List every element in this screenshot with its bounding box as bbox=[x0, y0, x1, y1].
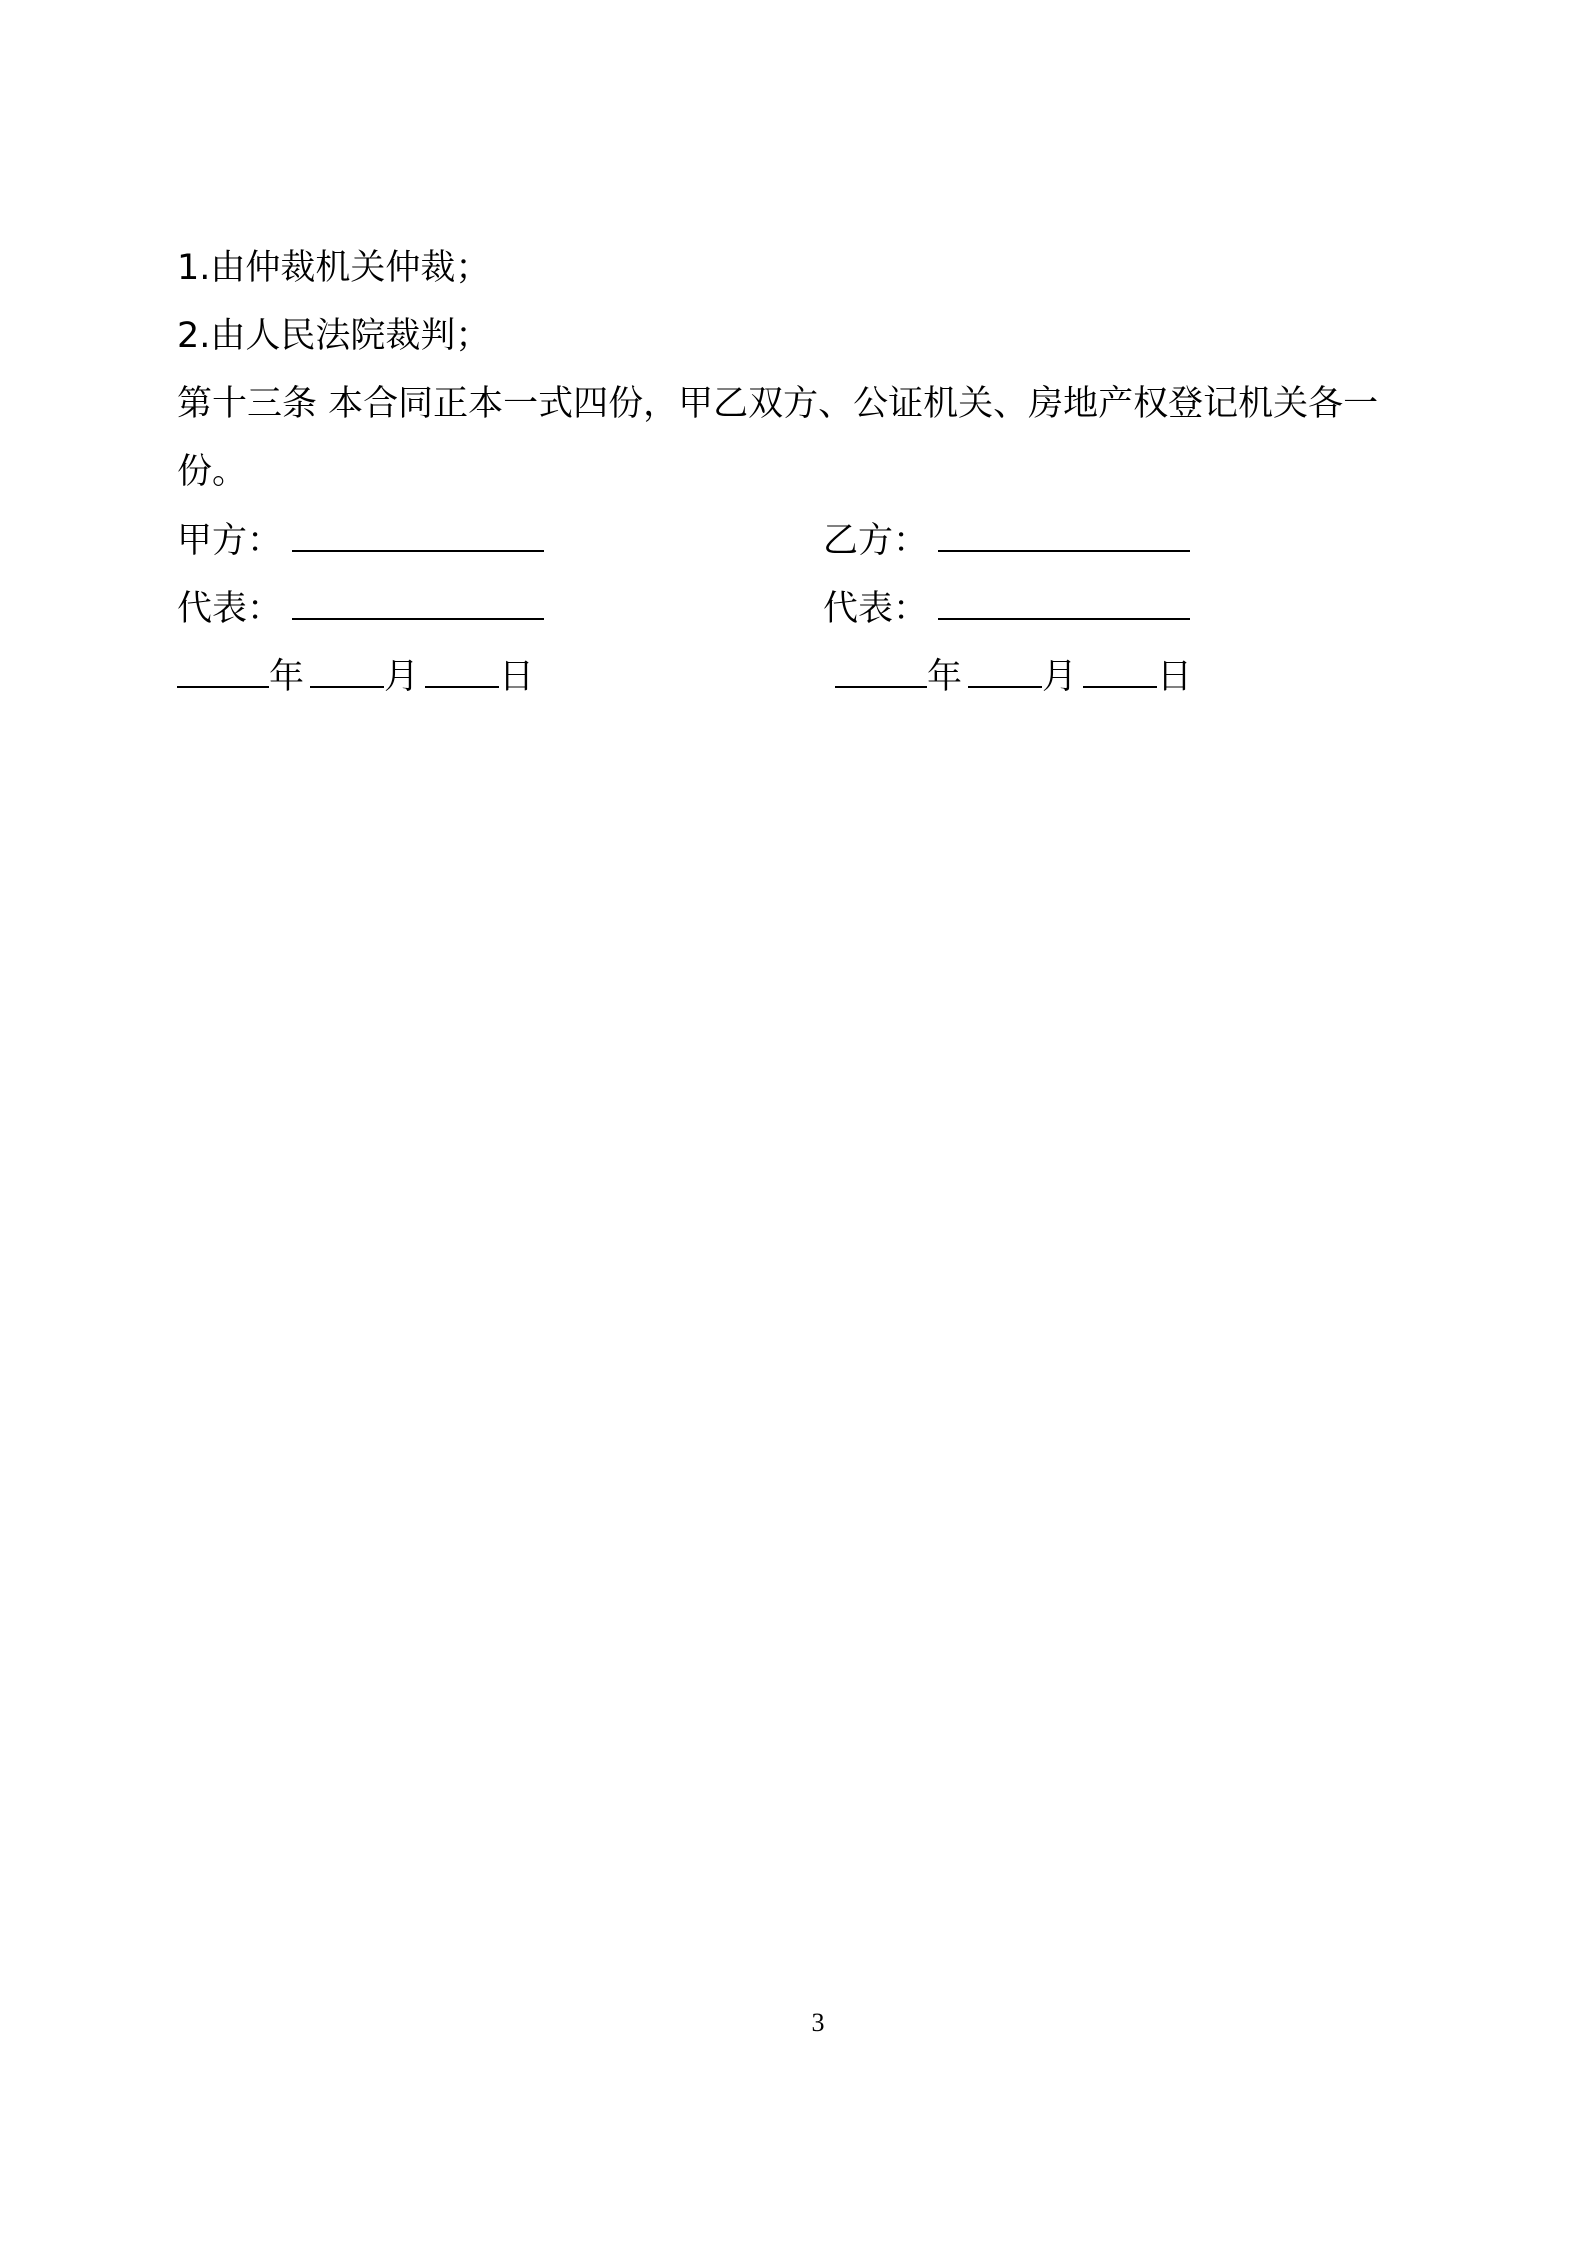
rep-b-label: 代表： bbox=[823, 589, 929, 629]
page-number: 3 bbox=[811, 2008, 825, 2037]
month-label: 月 bbox=[384, 657, 420, 697]
clause-option-2: 2.由人民法院裁判； bbox=[177, 316, 491, 356]
party-a-blank bbox=[292, 516, 544, 552]
year-label: 年 bbox=[927, 657, 963, 697]
month-blank bbox=[310, 652, 384, 688]
party-b-label: 乙方： bbox=[823, 521, 929, 561]
representative-row bbox=[0, 584, 1586, 632]
year-blank bbox=[177, 652, 269, 688]
party-b-signature bbox=[823, 516, 1190, 565]
date-row bbox=[0, 652, 1586, 700]
day-blank bbox=[425, 652, 499, 688]
party-b-representative bbox=[823, 584, 1190, 633]
month-blank bbox=[968, 652, 1042, 688]
clause-13-continuation: 份。 bbox=[177, 452, 248, 492]
party-b-date bbox=[835, 652, 1192, 701]
clause-13-text: 第十三条 本合同正本一式四份，甲乙双方、公证机关、房地产权登记机关各一 bbox=[177, 384, 1379, 424]
party-a-representative bbox=[177, 584, 544, 633]
day-label: 日 bbox=[499, 657, 535, 697]
party-b-blank bbox=[938, 516, 1190, 552]
clause-option-1: 1.由仲裁机关仲裁； bbox=[177, 248, 491, 288]
day-label: 日 bbox=[1157, 657, 1193, 697]
party-a-signature bbox=[177, 516, 544, 565]
year-blank bbox=[835, 652, 927, 688]
month-label: 月 bbox=[1042, 657, 1078, 697]
rep-b-blank bbox=[938, 584, 1190, 620]
rep-a-blank bbox=[292, 584, 544, 620]
party-a-date bbox=[177, 652, 534, 701]
year-label: 年 bbox=[269, 657, 305, 697]
party-a-label: 甲方： bbox=[177, 521, 283, 561]
day-blank bbox=[1083, 652, 1157, 688]
rep-a-label: 代表： bbox=[177, 589, 283, 629]
party-signature-row bbox=[0, 516, 1586, 564]
